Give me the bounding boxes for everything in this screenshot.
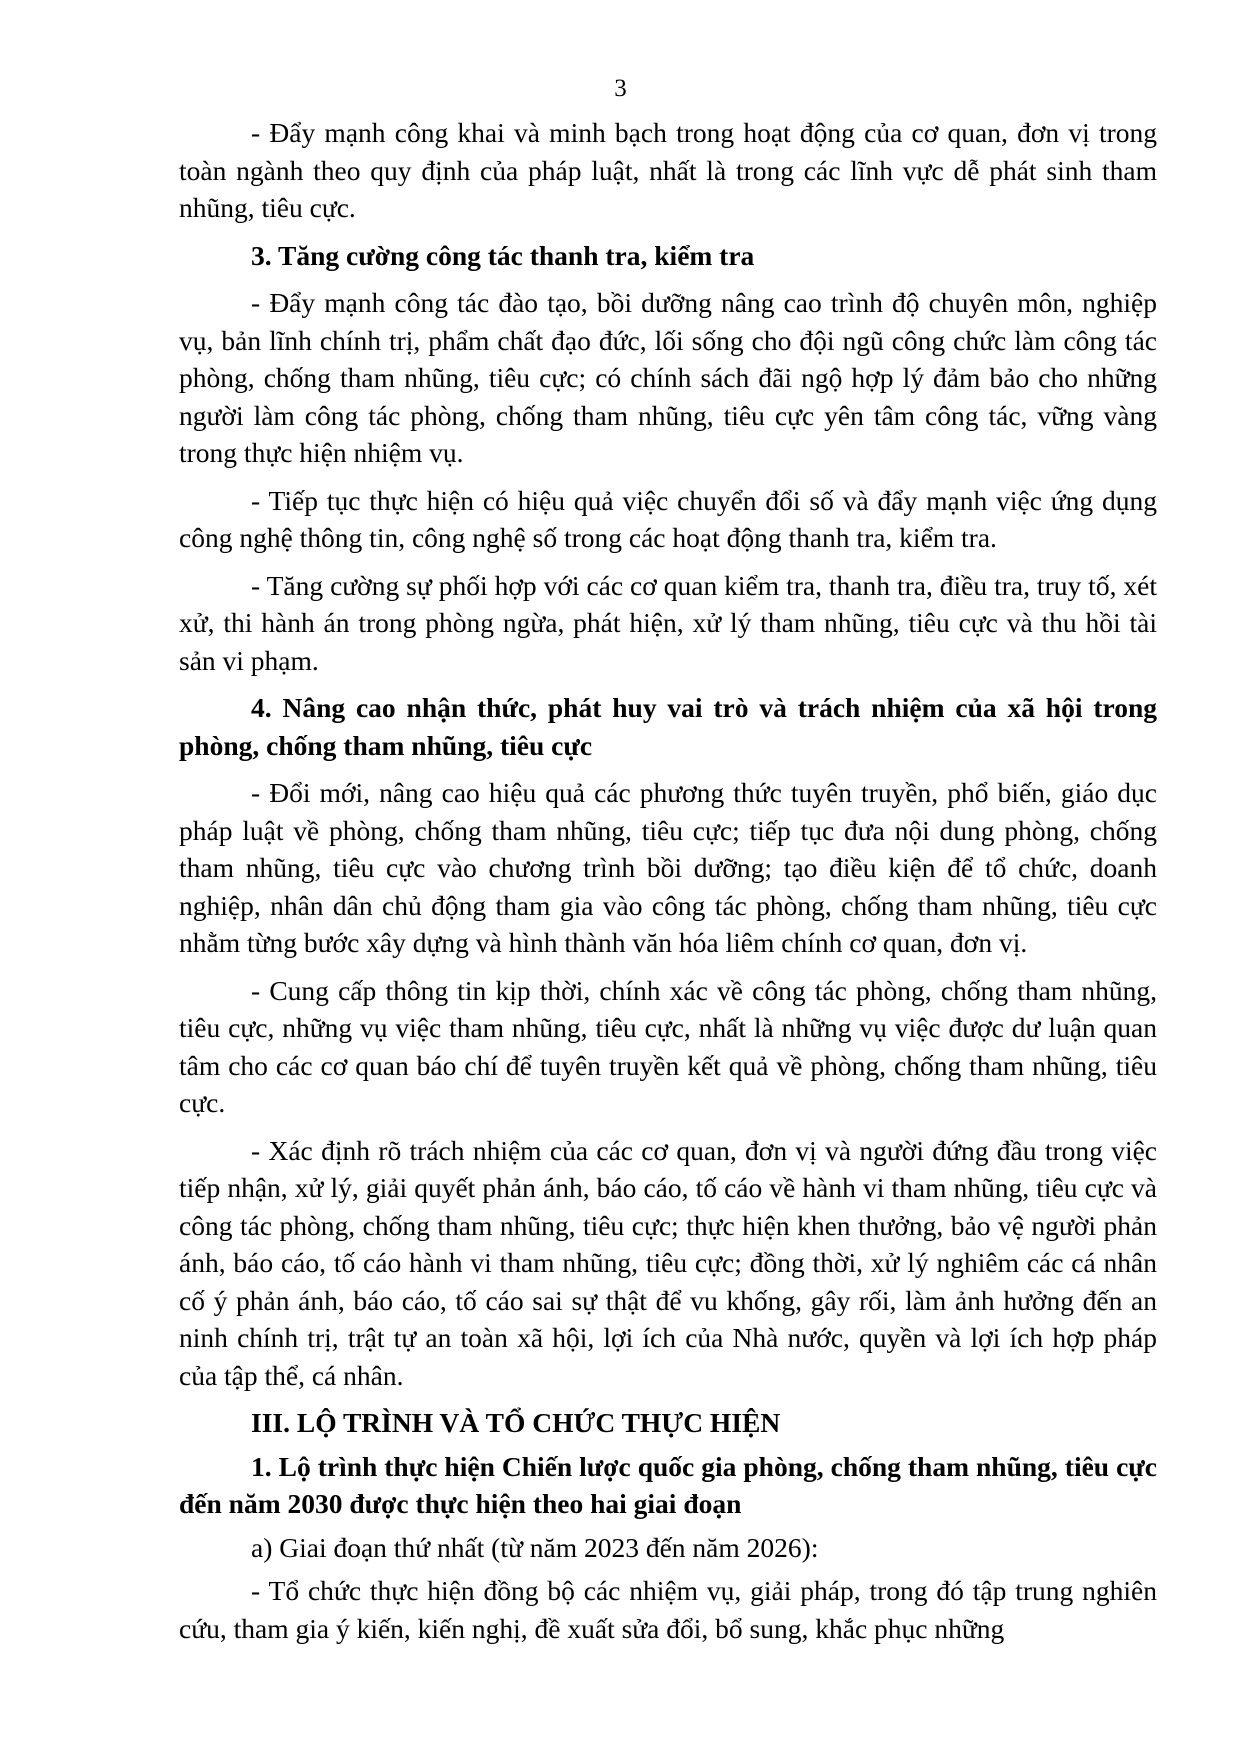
- paragraph-information: - Cung cấp thông tin kịp thời, chính xác về công tác phòng, chống tham nhũng, tiêu cực, những vụ việc tham nhũng, tiêu cực, nhất là những vụ việc được dư luận quan tâm cho các cơ quan báo chí để tuyên truyền kết quả về phòng, chống tham nhũng, tiêu cực.: [179, 974, 1157, 1118]
- paragraph-implementation: - Tổ chức thực hiện đồng bộ các nhiệm vụ, giải pháp, trong đó tập trung nghiên cứu, tham gia ý kiến, kiến nghị, đề xuất sửa đổi, bổ sung, khắc phục những: [179, 1575, 1157, 1644]
- paragraph-responsibility: - Xác định rõ trách nhiệm của các cơ quan, đơn vị và người đứng đầu trong việc tiếp nhận, xử lý, giải quyết phản ánh, báo cáo, tố cáo về hành vi tham nhũng, tiêu cực và công tác phòng, chống tham nhũng, tiêu cực; thực hiện khen thưởng, bảo vệ người phản ánh, báo cáo, tố cáo hành vi tham nhũng, tiêu cực; đồng thời, xử lý nghiêm các cá nhân cố ý phản ánh, báo cáo, tố cáo sai sự thật để vu khống, gây rối, làm ảnh hưởng đến an ninh chính trị, trật tự an toàn xã hội, lợi ích của Nhà nước, quyền và lợi ích hợp pháp của tập thể, cá nhân.: [179, 1134, 1157, 1391]
- paragraph-digital-transformation: - Tiếp tục thực hiện có hiệu quả việc chuyển đổi số và đẩy mạnh việc ứng dụng công nghệ thông tin, công nghệ số trong các hoạt động thanh tra, kiểm tra.: [179, 484, 1157, 553]
- page-number: 3: [614, 75, 627, 102]
- paragraph-transparency: - Đẩy mạnh công khai và minh bạch trong hoạt động của cơ quan, đơn vị trong toàn ngành theo quy định của pháp luật, nhất là trong các lĩnh vực dễ phát sinh tham nhũng, tiêu cực.: [179, 117, 1157, 223]
- document-body: [179, 114, 1157, 1657]
- heading-section-3: 3. Tăng cường công tác thanh tra, kiểm tra: [251, 239, 755, 271]
- paragraph-training: - Đẩy mạnh công tác đào tạo, bồi dưỡng nâng cao trình độ chuyên môn, nghiệp vụ, bản lĩnh chính trị, phẩm chất đạo đức, lối sống cho đội ngũ công chức làm công tác phòng, chống tham nhũng, tiêu cực; có chính sách đãi ngộ hợp lý đảm bảo cho những người làm công tác phòng, chống tham nhũng, tiêu cực yên tâm công tác, vững vàng trong thực hiện nhiệm vụ.: [179, 287, 1157, 468]
- heading-roadmap: 1. Lộ trình thực hiện Chiến lược quốc gia phòng, chống tham nhũng, tiêu cực đến năm 2030 được thực hiện theo hai giai đoạn: [179, 1450, 1157, 1519]
- paragraph-phase-one: a) Giai đoạn thứ nhất (từ năm 2023 đến năm 2026):: [251, 1531, 819, 1563]
- paragraph-coordination: - Tăng cường sự phối hợp với các cơ quan kiểm tra, thanh tra, điều tra, truy tố, xét xử, thi hành án trong phòng ngừa, phát hiện, xử lý tham nhũng, tiêu cực và thu hồi tài sản vi phạm.: [179, 569, 1157, 676]
- paragraph-propaganda: - Đổi mới, nâng cao hiệu quả các phương thức tuyên truyền, phổ biến, giáo dục pháp luật về phòng, chống tham nhũng, tiêu cực; tiếp tục đưa nội dung phòng, chống tham nhũng, tiêu cực vào chương trình bồi dưỡng; tạo điều kiện để tổ chức, doanh nghiệp, nhân dân chủ động tham gia vào công tác phòng, chống tham nhũng, tiêu cực nhằm từng bước xây dựng và hình thành văn hóa liêm chính cơ quan, đơn vị.: [179, 777, 1157, 958]
- heading-section-4: 4. Nâng cao nhận thức, phát huy vai trò và trách nhiệm của xã hội trong phòng, chống tham nhũng, tiêu cực: [179, 692, 1157, 761]
- heading-part-iii: III. LỘ TRÌNH VÀ TỔ CHỨC THỰC HIỆN: [251, 1407, 781, 1438]
